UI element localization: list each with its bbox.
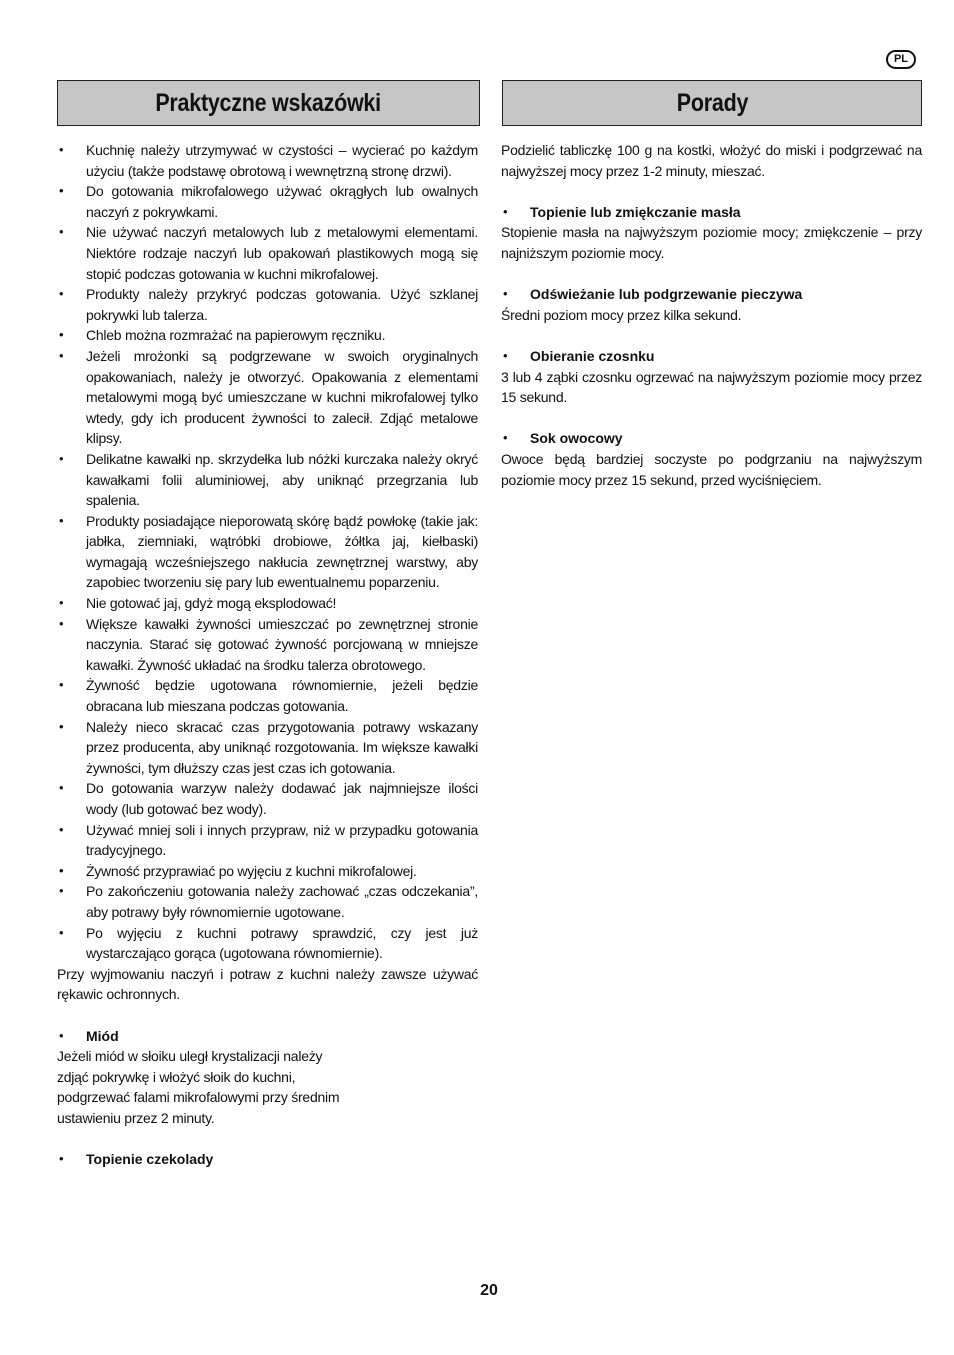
tip-item: • Większe kawałki żywności umieszczać po zewnętrznej stronie naczynia. Starać się gotować żywność porcjowaną w mniejsze kawałki. Żywność układać na środku talerza obrotowego. (57, 614, 478, 676)
chocolate-heading: • Topienie czekolady (59, 1151, 214, 1168)
gloves-note: Przy wyjmowaniu naczyń i potraw z kuchni należy zawsze używać rękawic ochronnych. (57, 965, 478, 1003)
right-column (501, 140, 922, 490)
tip-item: • Produkty posiadające nieporowatą skórę bądź powłokę (takie jak: jabłka, ziemniaki, wątróbki drobiowe, żółtka jaj, kiełbaski) wymagają wcześniejszego nakłucia zewnętrznej warstwy, aby zapobiec tworzeniu się pary lub ewentualnemu poparzeniu. (57, 511, 478, 593)
page-number: 20 (480, 1282, 498, 1299)
bread-text: Średni poziom mocy przez kilka sekund. (501, 306, 742, 323)
chocolate-text: Podzielić tabliczkę 100 g na kostki, włożyć do miski i podgrzewać na najwyższej mocy przez 1-2 minuty, mieszać. (501, 142, 922, 179)
butter-heading: • Topienie lub zmiękczanie masła (503, 203, 741, 220)
tip-item: • Po zakończeniu gotowania należy zachować „czas odczekania”, aby potrawy były równomiernie ugotowane. (57, 881, 478, 922)
garlic-heading: • Obieranie czosnku (503, 347, 655, 364)
practical-tips-header (57, 80, 480, 126)
tip-item: • Należy nieco skracać czas przygotowania potrawy wskazany przez producenta, aby uniknąć rozgotowania. Im większe kawałki żywności, tym dłuższy czas jest czas ich gotowania. (57, 717, 478, 779)
tip-item: • Nie używać naczyń metalowych lub z metalowymi elementami. Niektóre rodzaje naczyń lub opakowań plastikowych mogą się stopić podczas gotowania w kuchni mikrofalowej. (57, 222, 478, 284)
tip-item: • Używać mniej soli i innych przypraw, niż w przypadku gotowania tradycyjnego. (57, 820, 478, 861)
tip-item: • Produkty należy przykryć podczas gotowania. Użyć szklanej pokrywki lub talerza. (57, 284, 478, 325)
advice-title: Porady (676, 88, 748, 117)
bread-heading: • Odświeżanie lub podgrzewanie pieczywa (503, 286, 803, 303)
tip-item: • Nie gotować jaj, gdyż mogą eksplodować! (57, 593, 478, 614)
butter-text: Stopienie masła na najwyższym poziomie mocy; zmiękczenie – przy najniższym poziomie mocy. (501, 224, 922, 261)
garlic-text: 3 lub 4 ząbki czosnku ogrzewać na najwyższym poziomie mocy przez 15 sekund. (501, 368, 922, 406)
practical-tips-title: Praktyczne wskazówki (155, 88, 382, 117)
left-column (57, 140, 478, 1170)
tip-item: • Żywność przyprawiać po wyjęciu z kuchni mikrofalowej. (57, 861, 478, 882)
tip-item: • Chleb można rozmrażać na papierowym ręczniku. (57, 325, 478, 346)
tip-item: • Kuchnię należy utrzymywać w czystości – wycierać po każdym użyciu (także podstawę obrotową i wewnętrzną stronę drzwi). (57, 140, 478, 181)
tip-item: • Delikatne kawałki np. skrzydełka lub nóżki kurczaka należy okryć kawałkami folii aluminiowej, aby uniknąć przegrzania lub spalenia. (57, 449, 478, 511)
juice-heading: • Sok owocowy (503, 430, 623, 447)
juice-text: Owoce będą bardziej soczyste po podgrzaniu na najwyższym poziomie mocy przez 15 sekund, przed wyciśnięciem. (501, 450, 922, 488)
tip-item: • Po wyjęciu z kuchni potrawy sprawdzić, czy jest już wystarczająco gorąca (ugotowana równomiernie). (57, 923, 478, 964)
tip-item: • Jeżeli mrożonki są podgrzewane w swoich oryginalnych opakowaniach, należy je otworzyć. Opakowania z elementami metalowymi mogą być umieszczane w kuchni mikrofalowej tylko wtedy, gdy ich producent żywności to zalecił. Zdjąć metalowe klipsy. (57, 346, 478, 449)
honey-heading: • Miód (59, 1027, 119, 1044)
tip-item: • Żywność będzie ugotowana równomiernie, jeżeli będzie obracana lub mieszana podczas gotowania. (57, 675, 478, 716)
advice-header (502, 80, 922, 126)
tips-list (57, 140, 478, 964)
language-badge: PL (886, 50, 916, 69)
honey-text: Jeżeli miód w słoiku uległ krystalizacji należy zdjąć pokrywkę i włożyć słoik do kuchni, podgrzewać falami mikrofalowymi przy średnim ustawieniu przez 2 minuty. (57, 1048, 340, 1126)
tip-item: • Do gotowania warzyw należy dodawać jak najmniejsze ilości wody (lub gotować bez wody). (57, 778, 478, 819)
tip-item: • Do gotowania mikrofalowego używać okrągłych lub owalnych naczyń z pokrywkami. (57, 181, 478, 222)
